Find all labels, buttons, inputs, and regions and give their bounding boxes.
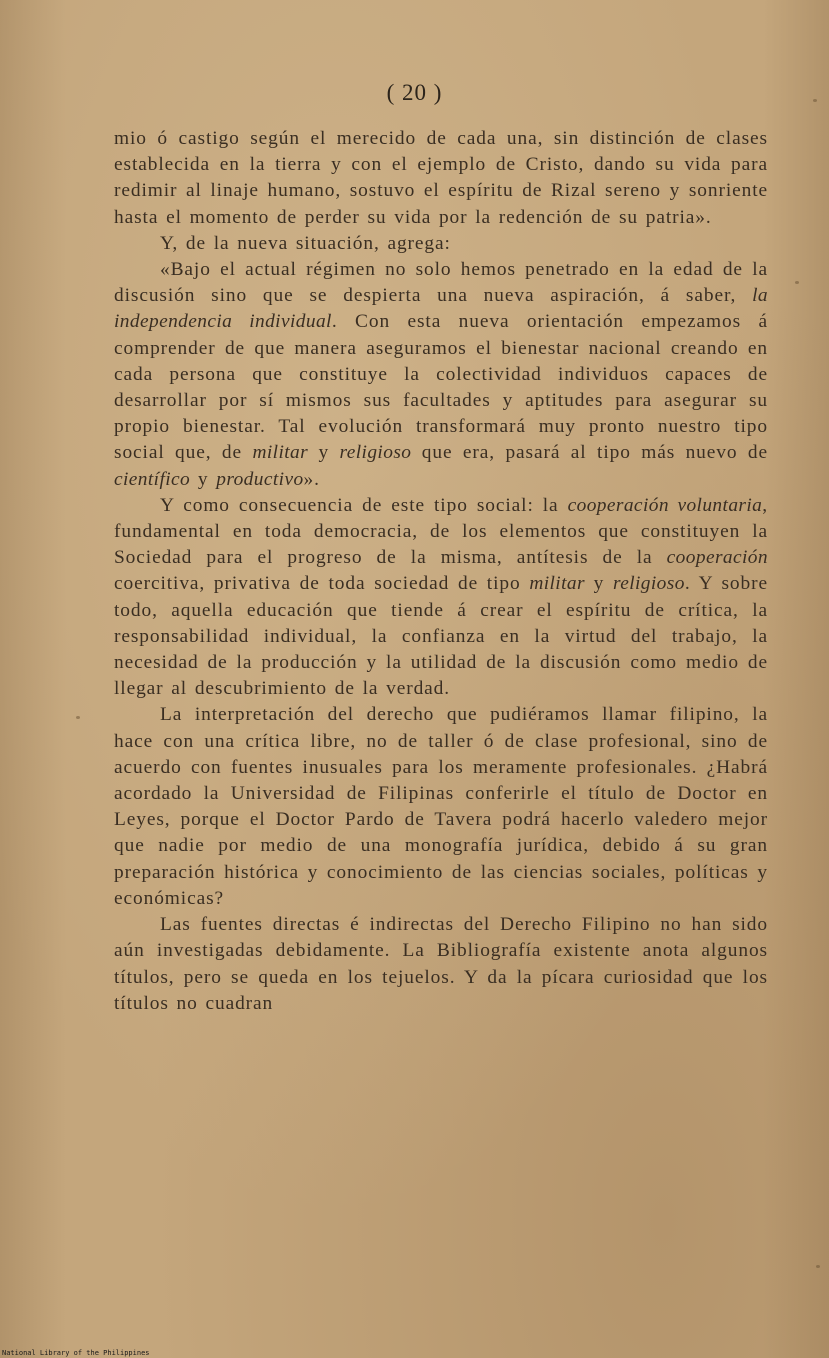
paragraph: La interpretación del derecho que pudiéramos llamar filipino, la hace con una crítica libre, no de taller ó de clase profesional, sino de acuerdo con fuentes inusuales para los meramente profesionales. ¿Habrá acordado la Universidad de Filipinas conferirle el título de Doctor en Leyes, porque el Doctor Pardo de Tavera podrá hacerlo valedero mejor que nadie por medio de una monografía jurídica, debido á su gran preparación histórica y conocimiento de las ciencias sociales, políticas y económicas?	[114, 704, 768, 909]
italic-term: cooperación	[666, 547, 768, 569]
paragraph: Y como consecuencia de este tipo social: la cooperación voluntaria, fundamental en toda democracia, de los elementos que constituyen la Sociedad para el progreso de la misma, antítesis de la cooperación coercitiva, privativa de toda sociedad de tipo militar y religioso. Y sobre todo, aquella educación que tiende á crear el espíritu de crítica, la responsabilidad individual, la confianza en la virtud del trabajo, la necesidad de la producción y la utilidad de la discusión como medio de llegar al descubrimiento de la verdad.	[114, 494, 768, 700]
italic-term: cooperación voluntaria	[567, 494, 763, 516]
italic-term: la independencia individual	[114, 285, 768, 333]
paragraph: «Bajo el actual régimen no solo hemos penetrado en la edad de la discusión sino que se despierta una nueva aspiración, á saber, la independencia individual. Con esta nueva orientación empezamos á comprender de que manera aseguramos el bienestar nacional creando en cada persona que constituye la colectividad individuos capaces de desarrollar por sí mismos sus facultades y aptitudes para asegurar su propio bienestar. Tal evolución transformará muy pronto nuestro tipo social que, de militar y religioso que era, pasará al tipo más nuevo de científico y productivo».	[114, 259, 768, 490]
italic-term: religioso	[339, 442, 412, 464]
paragraph: mio ó castigo según el merecido de cada una, sin distinción de clases establecida en la tierra y con el ejemplo de Cristo, dando su vida para redimir al linaje humano, sostuvo el espíritu de Rizal sereno y sonriente hasta el momento de perder su vida por la redención de su patria».	[114, 128, 768, 228]
paper-speck	[816, 1265, 820, 1268]
italic-term: militar	[252, 442, 309, 464]
page-text	[114, 126, 768, 1017]
italic-term: religioso	[612, 573, 685, 595]
paper-speck	[813, 99, 817, 102]
italic-term: militar	[529, 573, 585, 595]
paragraph: Las fuentes directas é indirectas del Derecho Filipino no han sido aún investigadas debidamente. La Bibliografía existente anota algunos títulos, pero se queda en los tejuelos. Y da la pícara curiosidad que los títulos no cuadran	[114, 914, 768, 1014]
page-number: ( 20 )	[386, 80, 443, 105]
paragraph: Y, de la nueva situación, agrega:	[160, 232, 451, 254]
paper-speck	[795, 281, 799, 284]
paper-speck	[76, 716, 80, 719]
italic-term: productivo	[216, 468, 304, 490]
library-footer: National Library of the Philippines	[2, 1349, 150, 1357]
italic-term: científico	[114, 468, 191, 490]
